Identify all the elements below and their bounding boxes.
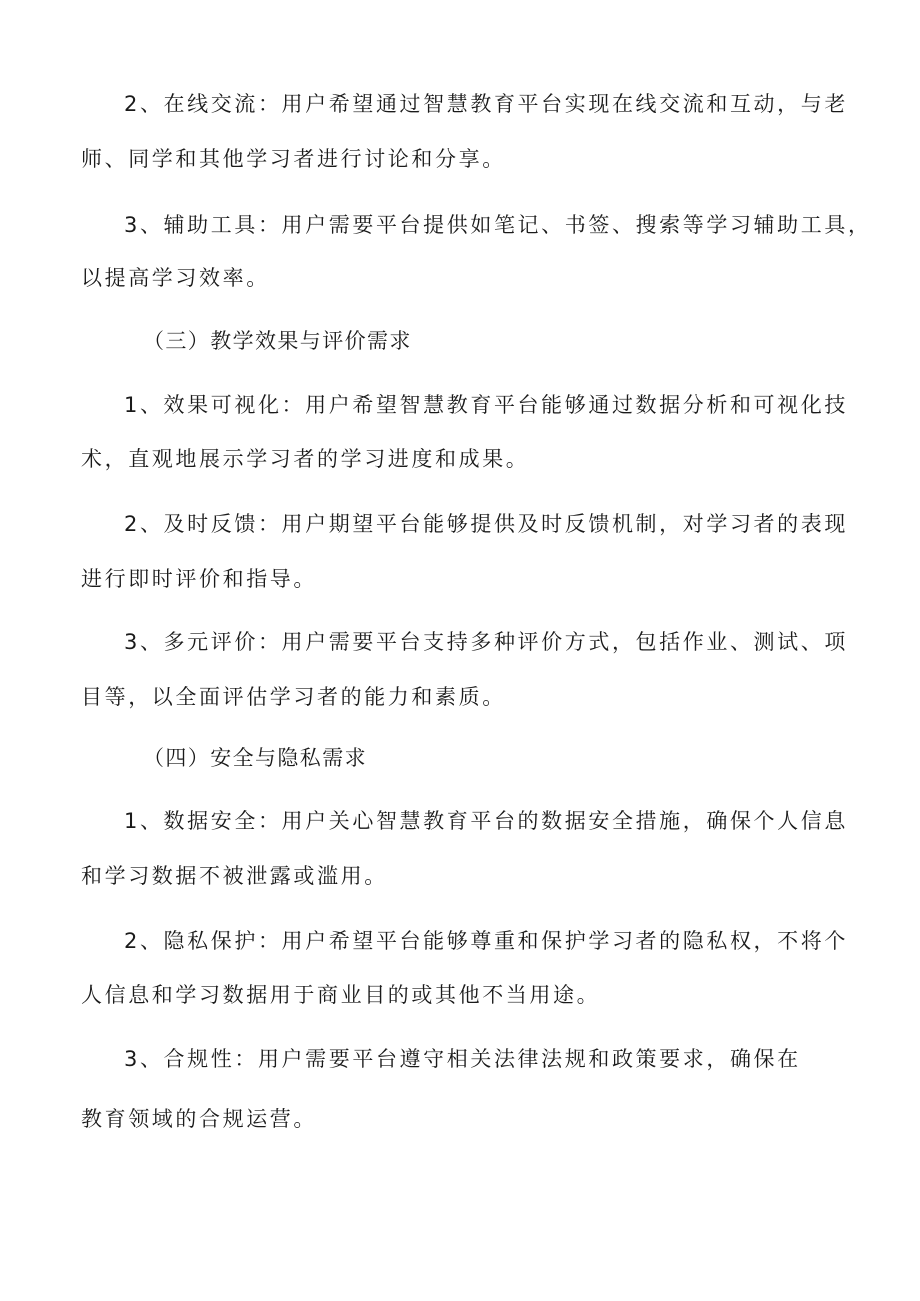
paragraph-compliance-line-1: 3、合规性：用户需要平台遵守相关法律法规和政策要求，确保在 xyxy=(124,1047,801,1071)
paragraph-online-communication-line-2: 师、同学和其他学习者进行讨论和分享。 xyxy=(81,147,506,171)
section-heading-security-privacy: （四）安全与隐私需求 xyxy=(143,746,367,770)
paragraph-visualization-line-1: 1、效果可视化：用户希望智慧教育平台能够通过数据分析和可视化技 xyxy=(124,393,848,417)
paragraph-compliance-line-2: 教育领域的合规运营。 xyxy=(81,1107,317,1131)
paragraph-auxiliary-tools-line-1: 3、辅助工具：用户需要平台提供如笔记、书签、搜索等学习辅助工具， xyxy=(124,213,872,237)
paragraph-privacy-protection-line-1: 2、隐私保护：用户希望平台能够尊重和保护学习者的隐私权，不将个 xyxy=(124,929,848,953)
paragraph-diverse-evaluation-line-1: 3、多元评价：用户需要平台支持多种评价方式，包括作业、测试、项 xyxy=(124,630,848,654)
paragraph-diverse-evaluation-line-2: 目等，以全面评估学习者的能力和素质。 xyxy=(81,685,506,709)
paragraph-visualization-line-2: 术，直观地展示学习者的学习进度和成果。 xyxy=(81,447,530,471)
paragraph-data-security-line-1: 1、数据安全：用户关心智慧教育平台的数据安全措施，确保个人信息 xyxy=(124,809,848,833)
paragraph-data-security-line-2: 和学习数据不被泄露或滥用。 xyxy=(81,864,388,888)
paragraph-online-communication-line-1: 2、在线交流：用户希望通过智慧教育平台实现在线交流和互动，与老 xyxy=(124,92,848,116)
paragraph-auxiliary-tools-line-2: 以提高学习效率。 xyxy=(81,266,270,290)
paragraph-timely-feedback-line-2: 进行即时评价和指导。 xyxy=(81,567,317,591)
section-heading-teaching-effect: （三）教学效果与评价需求 xyxy=(143,329,412,353)
paragraph-timely-feedback-line-1: 2、及时反馈：用户期望平台能够提供及时反馈机制，对学习者的表现 xyxy=(124,512,848,536)
paragraph-privacy-protection-line-2: 人信息和学习数据用于商业目的或其他不当用途。 xyxy=(81,983,601,1007)
